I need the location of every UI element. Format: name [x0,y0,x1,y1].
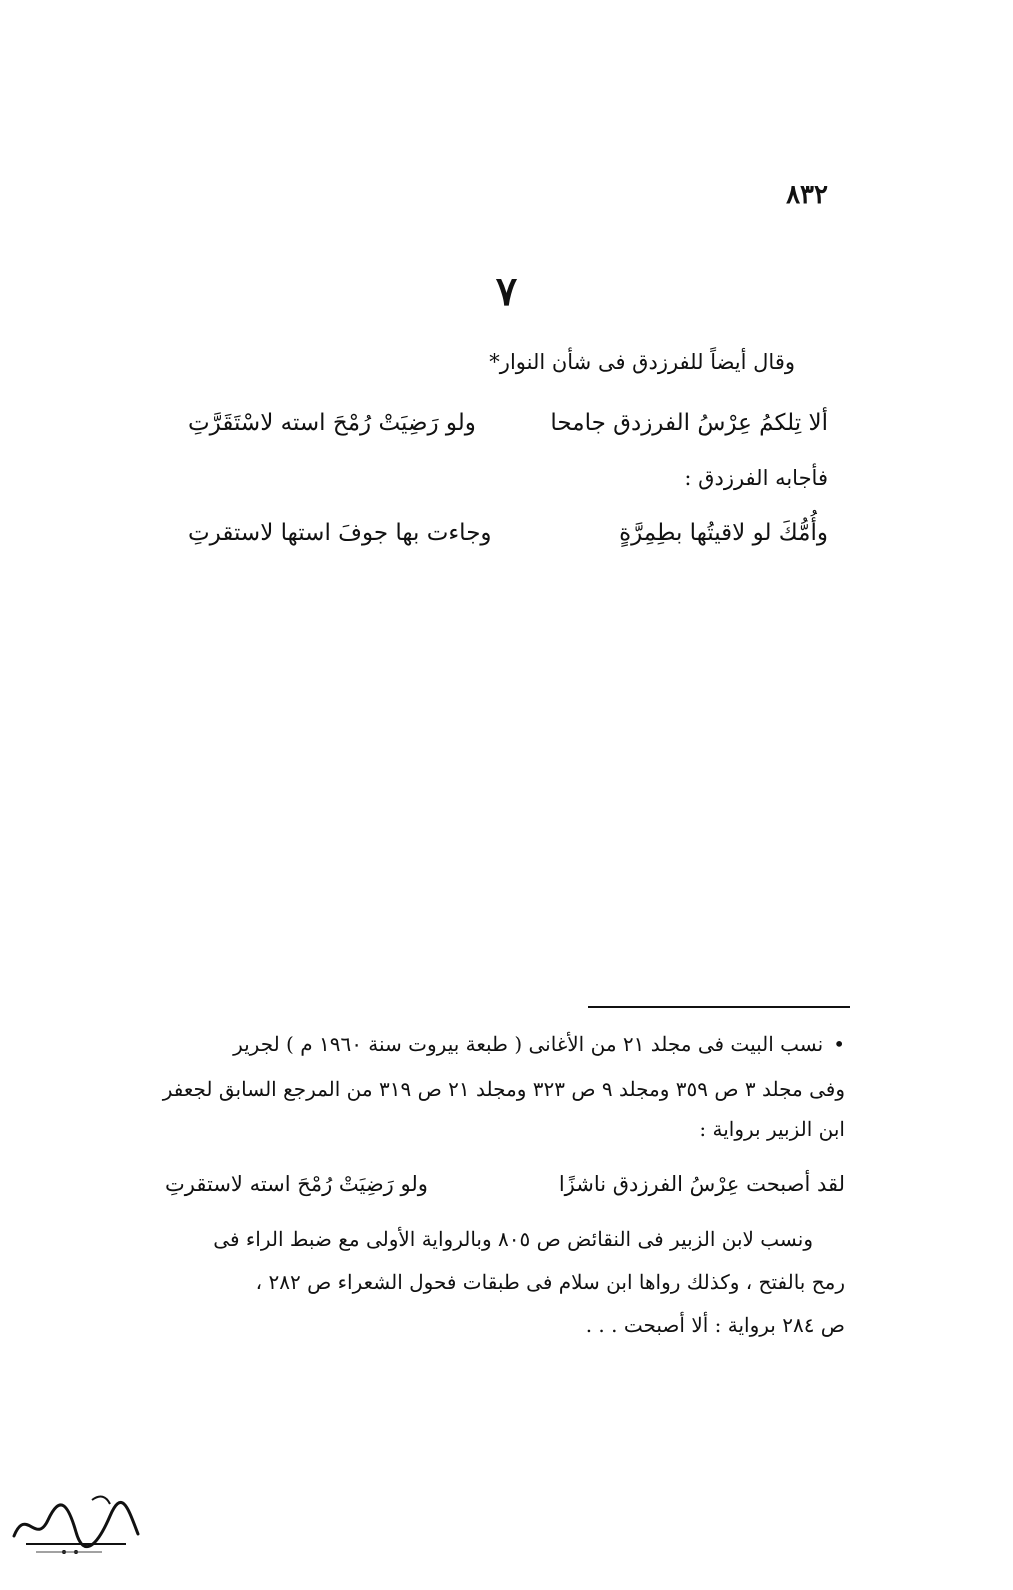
footnote-verse-second-hemistich: ولو رَضِيَتْ رُمْحَ استه لاستقرتِ [165,1172,428,1196]
footnote-verse [165,1172,845,1196]
intro-line: وقال أيضاً للفرزدق فى شأن النوار* [489,350,795,374]
verse-1 [188,410,828,436]
footnote-verse-first-hemistich: لقد أصبحت عِرْسُ الفرزدق ناشزًا [558,1172,845,1196]
page-number: ٨٣٢ [786,180,828,210]
footnote-line-5: رمح بالفتح ، وكذلك رواها ابن سلام فى طبقات فحول الشعراء ص ٢٨٢ ، [255,1270,845,1294]
footnote-line-6: ص ٢٨٤ برواية : ألا أصبحت . . . [585,1313,845,1337]
publisher-logo [6,1486,146,1560]
footnote-line-4: ونسب لابن الزبير فى النقائض ص ٨٠٥ وبالرواية الأولى مع ضبط الراء فى [213,1227,813,1251]
footnote-bullet: • [833,1032,845,1056]
footnote-line-1 [233,1032,845,1056]
section-number: ٧ [495,268,518,315]
verse-1-first-hemistich: ألا تِلكمُ عِرْسُ الفرزدق جامحا [550,410,828,436]
verse-2 [188,520,828,546]
footnote-divider [588,1006,850,1008]
footnote-line-1-text: نسب البيت فى مجلد ٢١ من الأغانى ( طبعة بيروت سنة ١٩٦٠ م ) لجرير [233,1032,824,1056]
verse-2-first-hemistich: وأُمُّكَ لو لاقيتُها بطِمِرَّةٍ [619,520,828,546]
footnote-line-3: ابن الزبير برواية : [699,1117,845,1141]
verse-2-second-hemistich: وجاءت بها جوفَ استها لاستقرتِ [188,520,492,546]
footnote-line-2: وفى مجلد ٣ ص ٣٥٩ ومجلد ٩ ص ٣٢٣ ومجلد ٢١ ص ٣١٩ من المرجع السابق لجعفر [162,1077,845,1101]
reply-line: فأجابه الفرزدق : [684,466,828,490]
verse-1-second-hemistich: ولو رَضِيَتْ رُمْحَ استه لاسْتَقَرَّتِ [188,410,476,436]
